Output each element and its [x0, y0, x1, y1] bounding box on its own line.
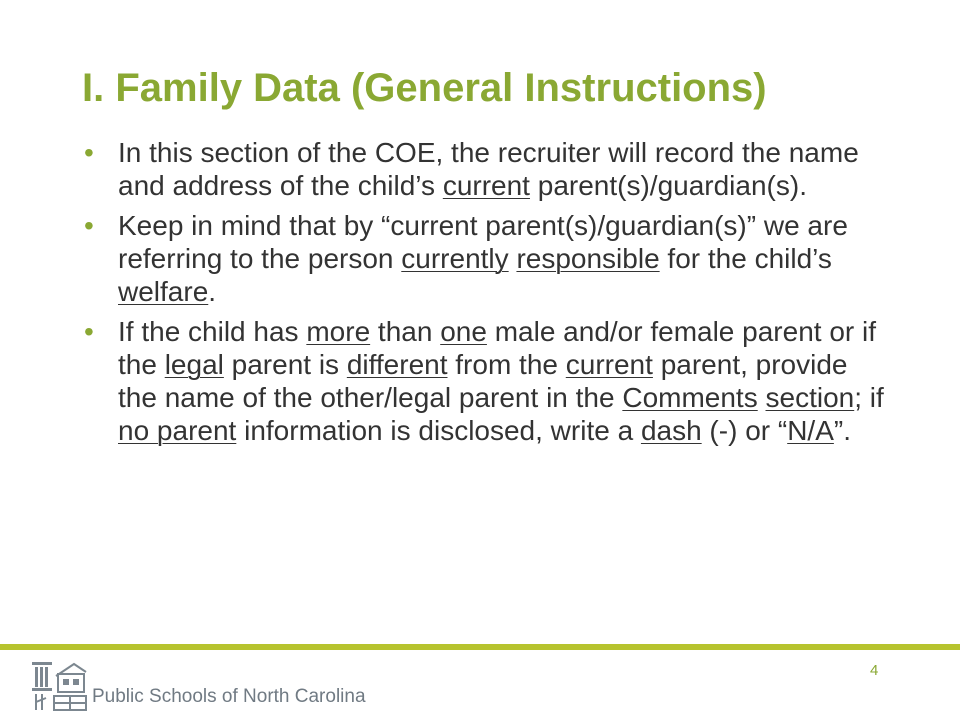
text-segment: parent, provide the name of the other/legal parent in the — [118, 349, 848, 413]
underlined-term: current — [442, 170, 530, 201]
underlined-term: current — [565, 349, 653, 380]
text-segment: for the child’s — [659, 243, 832, 274]
bullet-list — [84, 136, 884, 454]
text-segment: parent is — [223, 349, 347, 380]
underlined-term: no parent — [118, 415, 237, 446]
page-number: 4 — [870, 662, 879, 679]
text-segment: In this section of the COE, the recruiter will record the name and address of the child’s — [118, 137, 859, 201]
text-segment: Keep in mind that by “current parent(s)/guardian(s)” we are referring to the person — [118, 210, 848, 274]
bullet-item — [84, 315, 884, 447]
bullet-item — [84, 136, 884, 202]
underlined-term: dash — [640, 415, 702, 446]
underlined-term: section — [765, 382, 855, 413]
underlined-term: Comments — [622, 382, 758, 413]
slide-title: I. Family Data (General Instructions) — [82, 66, 767, 110]
text-segment: (-) or “ — [701, 415, 788, 446]
nc-public-schools-logo-icon — [30, 658, 90, 712]
text-segment: ; if — [854, 382, 884, 413]
underlined-term: one — [440, 316, 487, 347]
text-segment: male and/or female parent or if the — [118, 316, 877, 380]
underlined-term: currently — [401, 243, 509, 274]
underlined-term: responsible — [516, 243, 660, 274]
underlined-term: more — [306, 316, 371, 347]
underlined-term: N/A — [787, 415, 834, 446]
bullet-marker: • — [84, 316, 94, 347]
underlined-term: different — [346, 349, 448, 380]
text-segment: . — [208, 276, 217, 307]
bullet-item — [84, 209, 884, 308]
text-segment: from the — [447, 349, 566, 380]
bullet-text — [118, 210, 848, 307]
text-segment — [758, 382, 766, 413]
bullet-text — [118, 316, 884, 446]
bullet-marker: • — [84, 210, 94, 241]
bullet-marker: • — [84, 137, 94, 168]
footer-org-name: Public Schools of North Carolina — [92, 686, 366, 707]
text-segment: than — [370, 316, 441, 347]
text-segment: information is disclosed, write a — [236, 415, 641, 446]
bullet-text — [118, 137, 859, 201]
underlined-term: welfare — [118, 276, 209, 307]
underlined-term: legal — [164, 349, 224, 380]
footer-divider-bar — [0, 644, 960, 650]
text-segment: ”. — [833, 415, 851, 446]
text-segment: If the child has — [118, 316, 307, 347]
text-segment: parent(s)/guardian(s). — [529, 170, 807, 201]
